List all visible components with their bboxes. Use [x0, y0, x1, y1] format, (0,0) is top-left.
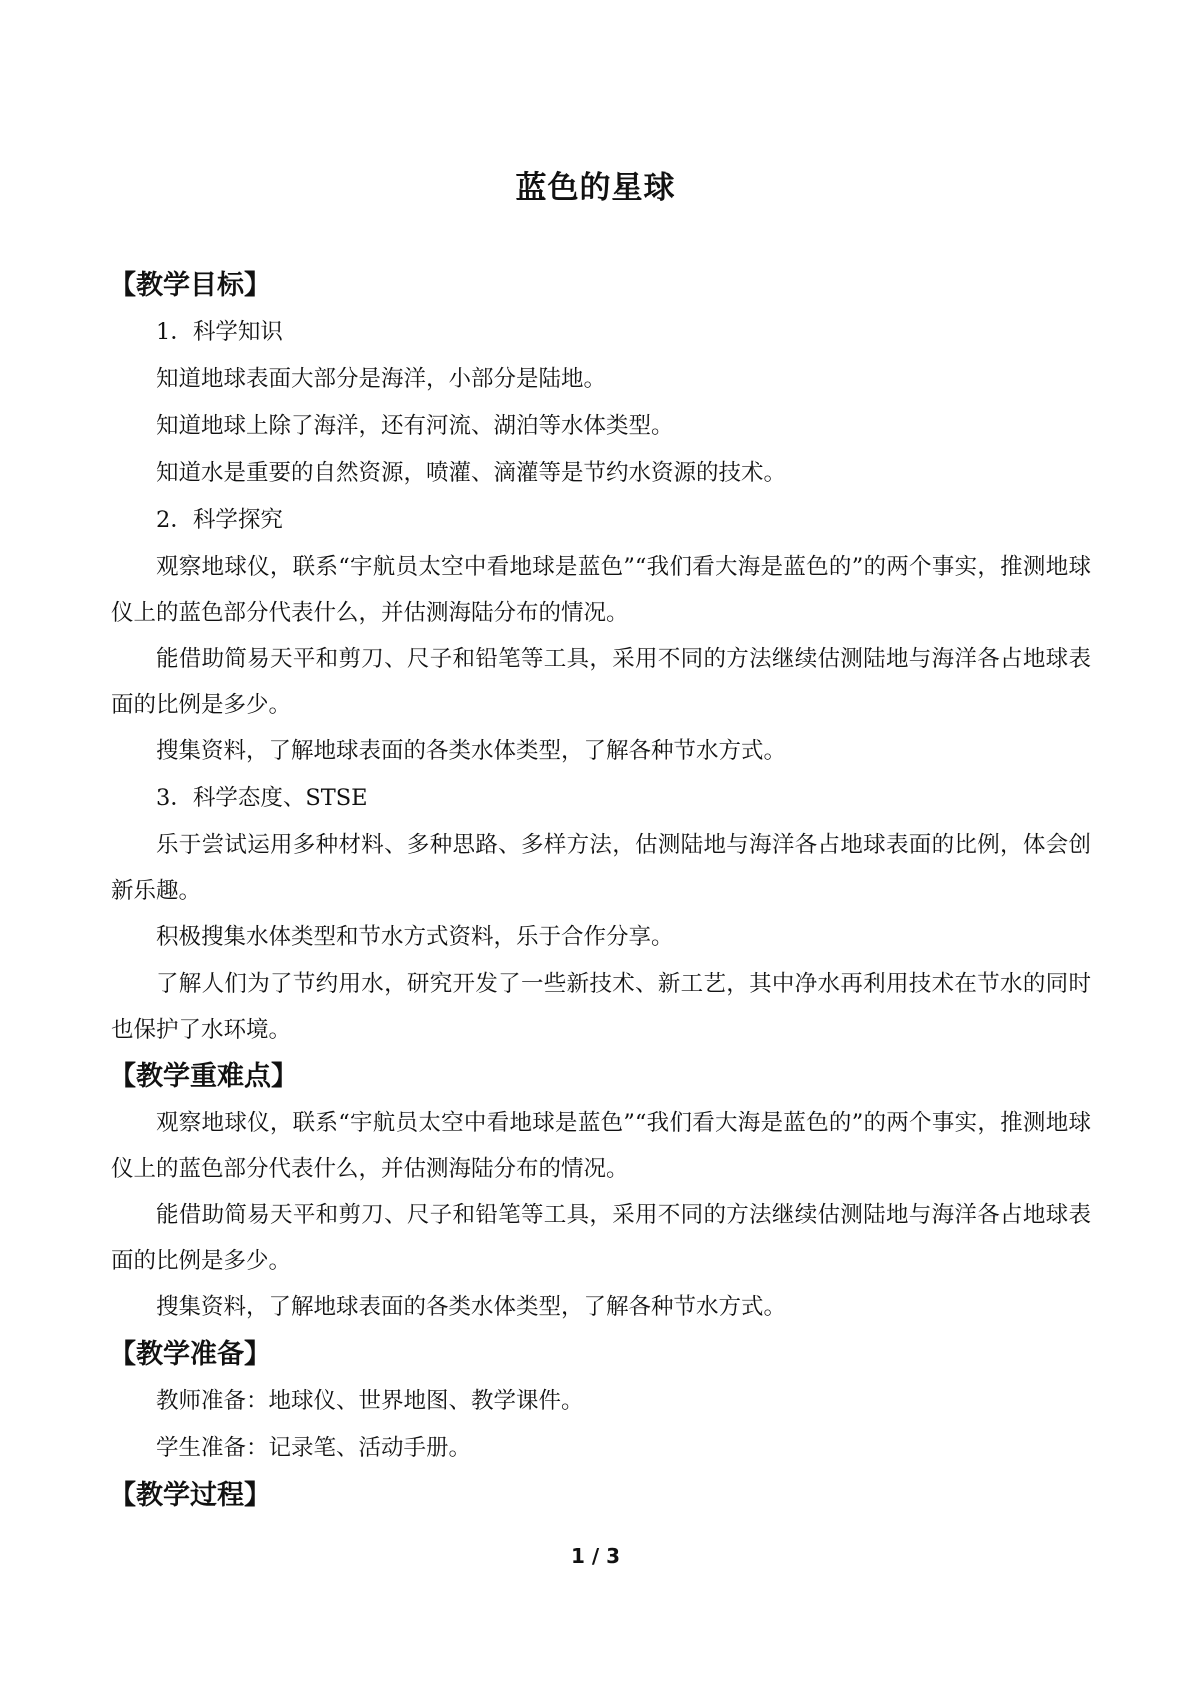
- page-number: 1 / 3: [570, 1544, 621, 1568]
- paragraph: 学生准备：记录笔、活动手册。: [156, 1435, 472, 1461]
- paragraph: 能借助简易天平和剪刀、尺子和铅笔等工具，采用不同的方法继续估测陆地与海洋各占地球表面的比例是多少。: [111, 1202, 1091, 1274]
- document-body: [111, 262, 1091, 1519]
- paragraph: 了解人们为了节约用水，研究开发了一些新技术、新工艺，其中净水再利用技术在节水的同时也保护了水环境。: [111, 971, 1091, 1043]
- paragraph: 乐于尝试运用多种材料、多种思路、多样方法，估测陆地与海洋各占地球表面的比例，体会创新乐趣。: [111, 832, 1091, 904]
- paragraph: 搜集资料，了解地球表面的各类水体类型，了解各种节水方式。: [156, 1294, 787, 1320]
- section-heading-key-points: 【教学重难点】: [109, 1061, 298, 1092]
- paragraph: 积极搜集水体类型和节水方式资料，乐于合作分享。: [156, 924, 674, 950]
- paragraph: 知道地球表面大部分是海洋，小部分是陆地。: [156, 366, 607, 392]
- paragraph: 观察地球仪，联系“宇航员太空中看地球是蓝色”“我们看大海是蓝色的”的两个事实，推测地球仪上的蓝色部分代表什么，并估测海陆分布的情况。: [111, 554, 1091, 626]
- section-heading-preparation: 【教学准备】: [109, 1339, 271, 1370]
- paragraph: 能借助简易天平和剪刀、尺子和铅笔等工具，采用不同的方法继续估测陆地与海洋各占地球表面的比例是多少。: [111, 646, 1091, 718]
- subheading-science-knowledge: 1．科学知识: [156, 319, 283, 345]
- paragraph: 搜集资料，了解地球表面的各类水体类型，了解各种节水方式。: [156, 738, 787, 764]
- section-heading-process: 【教学过程】: [109, 1480, 271, 1511]
- section-heading-objectives: 【教学目标】: [109, 270, 271, 301]
- paragraph: 观察地球仪，联系“宇航员太空中看地球是蓝色”“我们看大海是蓝色的”的两个事实，推测地球仪上的蓝色部分代表什么，并估测海陆分布的情况。: [111, 1110, 1091, 1182]
- paragraph: 教师准备：地球仪、世界地图、教学课件。: [156, 1388, 584, 1414]
- paragraph: 知道水是重要的自然资源，喷灌、滴灌等是节约水资源的技术。: [156, 460, 787, 486]
- subheading-science-attitude: 3．科学态度、STSE: [156, 785, 368, 811]
- subheading-science-inquiry: 2．科学探究: [156, 507, 283, 533]
- paragraph: 知道地球上除了海洋，还有河流、湖泊等水体类型。: [156, 413, 674, 439]
- document-title: 蓝色的星球: [515, 170, 676, 206]
